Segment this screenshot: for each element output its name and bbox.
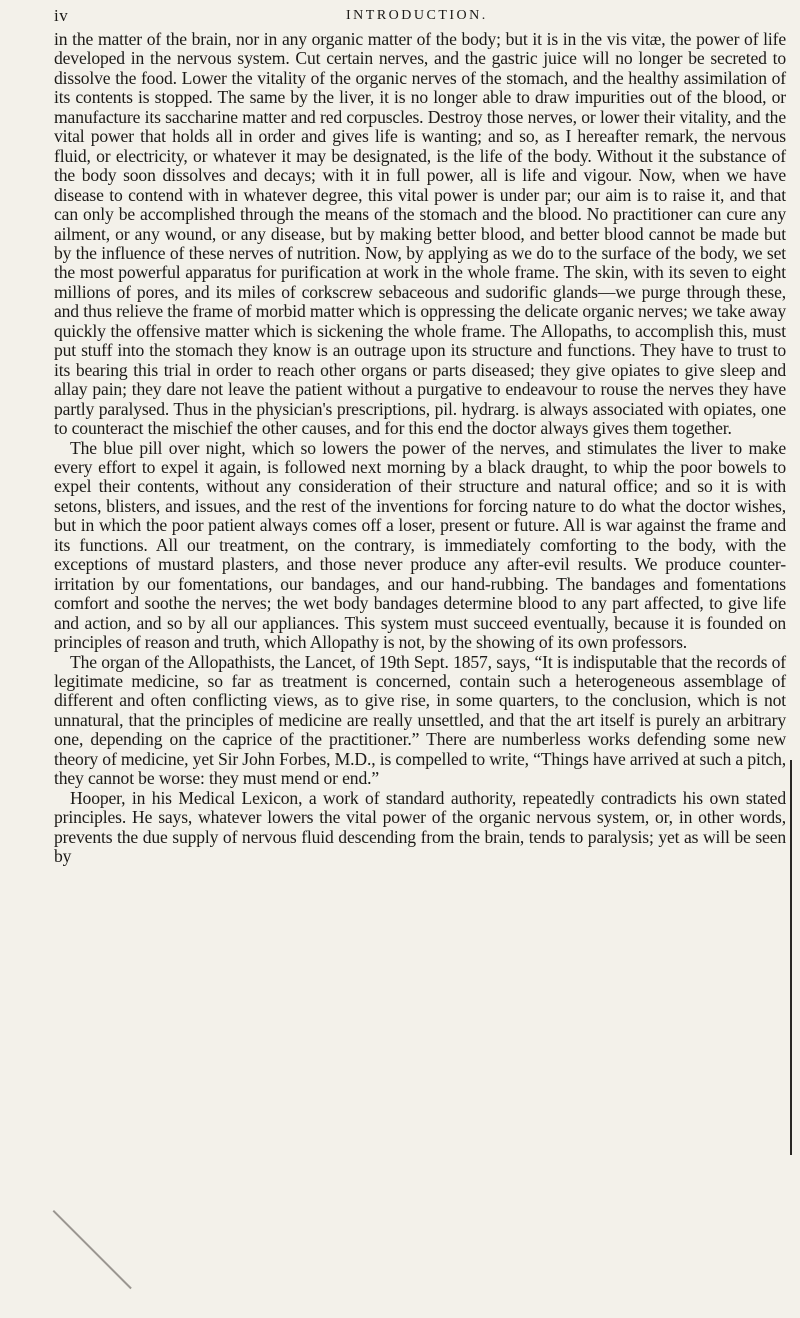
page-number: iv — [54, 6, 69, 25]
page-fold-line — [53, 1210, 132, 1289]
page-edge-shadow — [790, 760, 792, 1155]
paragraph: in the matter of the brain, nor in any organic matter of the body; but it is in the vis vitæ, the power of life developed in the nervous system. Cut certain nerves, and the gastric juice will no longer be secreted to dissolve the food. Lower the vitality of the organic nerves of the stomach, and the healthy assimilation of its contents is stopped. The same by the liver, it is no longer able to draw impurities out of the blood, or manufacture its saccharine matter and red corpuscles. Destroy those nerves, or lower their vitality, and the vital power that holds all in order and gives life is wanting; and so, as I hereafter remark, the nervous fluid, or electricity, or whatever it may be designated, is the life of the body. Without it the substance of the body soon dissolves and decays; with it in full power, all is life and vigour. Now, when we have disease to contend with in whatever degree, this vital power is under par; our aim is to raise it, and that can only be accomplished through the means of the stomach and the blood. No practitioner can cure any ailment, or any wound, or any disease, but by making better blood, and better blood cannot be made but by the influence of these nerves of nutrition. Now, by applying as we do to the surface of the body, we set the most powerful apparatus for purification at work in the whole frame. The skin, with its seven to eight millions of pores, and its miles of corkscrew sebaceous and sudorific glands—we purge through these, and thus relieve the frame of morbid matter which is oppressing the delicate organic nerves; we take away quickly the offensive matter which is sickening the whole frame. The Allopaths, to accomplish this, must put stuff into the stomach they know is an outrage upon its structure and functions. They have to trust to its bearing this trial in order to reach other organs or parts diseased; they give opiates to give sleep and allay pain; they dare not leave the patient without a purgative to endeavour to rouse the nerves they have partly paralysed. Thus in the physician's prescriptions, pil. hydrarg. is always associated with opiates, one to counteract the mischief the other causes, and for this end the doctor always gives them together. — [54, 29, 786, 439]
paragraph: The organ of the Allopathists, the Lancet, of 19th Sept. 1857, says, “It is indisputable that the records of legitimate medicine, so far as treatment is concerned, contain such a heterogeneous assemblage of different and often conflicting views, as to give rise, in some quarters, to the conclusion, which is not unnatural, that the principles of medicine are really unsettled, and that the art itself is purely an arbitrary one, depending on the caprice of the practitioner.” There are numberless works defending some new theory of medicine, yet Sir John Forbes, M.D., is compelled to write, “Things have arrived at such a pitch, they cannot be worse: they must mend or end.” — [54, 651, 786, 789]
running-head: INTRODUCTION. — [346, 8, 488, 23]
body-text — [54, 30, 786, 866]
page-header — [54, 4, 784, 28]
paragraph: Hooper, in his Medical Lexicon, a work of standard authority, repeatedly contradicts his own stated principles. He says, whatever lowers the vital power of the organic nervous system, or, in other words, prevents the due supply of nervous fluid descending from the brain, tends to paralysis; yet as will be seen by — [54, 787, 786, 867]
paragraph: The blue pill over night, which so lowers the power of the nerves, and stimulates the liver to make every effort to expel it again, is followed next morning by a black draught, to whip the poor bowels to expel their contents, without any consideration of their structure and natural office; and so it is with setons, blisters, and issues, and the rest of the inventions for forcing nature to do what the doctor wishes, but in which the poor patient always comes off a loser, present or future. All is war against the frame and its functions. All our treatment, on the contrary, is immediately comforting to the body, with the exceptions of mustard plasters, and those never produce any after-evil results. We produce counter-irritation by our fomentations, our bandages, and our hand-rubbing. The bandages and fomentations comfort and soothe the nerves; the wet body bandages determine blood to any part affected, to give life and action, and so by all our appliances. This system must succeed eventually, because it is founded on principles of reason and truth, which Allopathy is not, by the showing of its own professors. — [54, 437, 786, 653]
